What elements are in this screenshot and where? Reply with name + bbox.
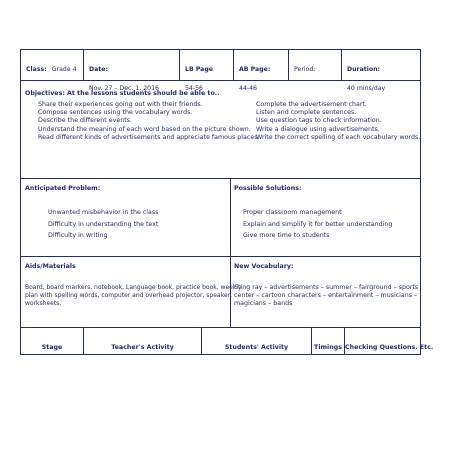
aids-materials-text bbox=[25, 284, 242, 309]
ab-page-cell bbox=[234, 50, 289, 92]
list-item: Unwanted misbehavior in the class bbox=[48, 209, 159, 216]
students-activity-cell bbox=[202, 328, 312, 354]
duration-label: Duration: bbox=[347, 66, 380, 73]
aids-materials-cell bbox=[21, 257, 242, 327]
objectives-row bbox=[20, 80, 421, 179]
lb-page-cell bbox=[180, 50, 234, 92]
vocabulary-line: Sting ray – advertisements – summer – fairground – sports bbox=[234, 284, 419, 291]
lesson-plan-table bbox=[20, 49, 434, 355]
list-item: Compose sentences using the vocabulary words. bbox=[38, 109, 193, 117]
class-label: Class: bbox=[26, 66, 47, 73]
list-item: Write the correct spelling of each vocabulary words. bbox=[256, 133, 421, 141]
new-vocabulary-heading: New Vocabulary: bbox=[234, 263, 294, 270]
list-item: Use question tags to check information. bbox=[256, 117, 382, 125]
new-vocabulary-cell bbox=[231, 257, 420, 327]
new-vocabulary-text bbox=[234, 284, 418, 309]
header-row bbox=[20, 49, 421, 92]
timings-cell bbox=[312, 328, 345, 354]
list-item: Difficulty in understanding the text bbox=[48, 220, 159, 228]
solutions-list bbox=[243, 207, 392, 242]
period-label: Period: bbox=[294, 66, 316, 73]
lb-page-label: LB Page bbox=[185, 66, 213, 73]
duration-value: 40 mins/day bbox=[347, 85, 386, 92]
materials-line: worksheets. bbox=[25, 300, 62, 308]
timings-label: Timings bbox=[314, 344, 342, 351]
period-cell bbox=[289, 50, 342, 80]
class-cell bbox=[21, 50, 84, 80]
list-item: Read different kinds of advertisements and appreciate famous places. bbox=[38, 133, 260, 141]
date-value: Nov. 27 – Dec. 1, 2016 bbox=[89, 85, 159, 92]
materials-line: plan with spelling words, computer and overhead projector, speaker, bbox=[25, 292, 232, 300]
list-item: Describe the different events. bbox=[38, 117, 132, 125]
vocabulary-line: center – cartoon characters – entertainment – musicians – bbox=[234, 292, 418, 300]
vocabulary-line: magicians – bands bbox=[234, 300, 293, 308]
list-item: Explain and simplify it for better understanding bbox=[243, 220, 393, 228]
activity-header-row bbox=[20, 327, 434, 355]
stage-label: Stage bbox=[41, 344, 63, 351]
materials-line: Board, board markers, notebook, Language book, practice book, weekly bbox=[25, 284, 242, 291]
teacher-activity-cell bbox=[84, 328, 202, 354]
list-item: Understand the meaning of each word based on the picture shown. bbox=[38, 125, 251, 133]
objectives-left-list bbox=[38, 101, 259, 142]
date-label: Date: bbox=[89, 66, 108, 73]
problems-solutions-row bbox=[20, 178, 421, 257]
anticipated-problem-cell bbox=[21, 179, 231, 256]
aids-materials-heading: Aids/Materials bbox=[25, 263, 76, 270]
date-cell bbox=[84, 50, 180, 92]
ab-page-value: 44-46 bbox=[239, 85, 257, 92]
lb-page-value: 54-56 bbox=[185, 85, 203, 92]
checking-questions-label: Checking Questions. Etc. bbox=[345, 344, 434, 351]
objectives-right-list bbox=[256, 101, 420, 142]
list-item: Complete the advertisement chart. bbox=[256, 101, 367, 108]
duration-cell bbox=[342, 50, 420, 92]
possible-solutions-cell bbox=[231, 179, 420, 256]
teacher-activity-label: Teacher's Activity bbox=[111, 344, 174, 351]
stage-cell bbox=[21, 328, 84, 354]
list-item: Difficulty in writing bbox=[48, 232, 108, 239]
list-item: Give more time to students bbox=[243, 232, 330, 239]
list-item: Listen and complete sentences. bbox=[256, 109, 357, 117]
ab-page-label: AB Page: bbox=[239, 66, 271, 73]
problems-list bbox=[48, 207, 158, 242]
possible-solutions-heading: Possible Solutions: bbox=[234, 185, 302, 192]
class-value: Grade 4 bbox=[51, 66, 77, 73]
materials-vocabulary-row bbox=[20, 256, 421, 328]
objectives-heading: Objectives: At the lessons students should be able to.. bbox=[25, 90, 220, 97]
anticipated-problem-heading: Anticipated Problem: bbox=[25, 185, 101, 192]
list-item: Share their experiences going out with their friends. bbox=[38, 101, 203, 108]
students-activity-label: Students' Activity bbox=[224, 344, 289, 351]
list-item: Write a dialogue using advertisements. bbox=[256, 125, 380, 133]
list-item: Proper classroom management bbox=[243, 209, 342, 216]
checking-questions-cell bbox=[345, 328, 434, 354]
